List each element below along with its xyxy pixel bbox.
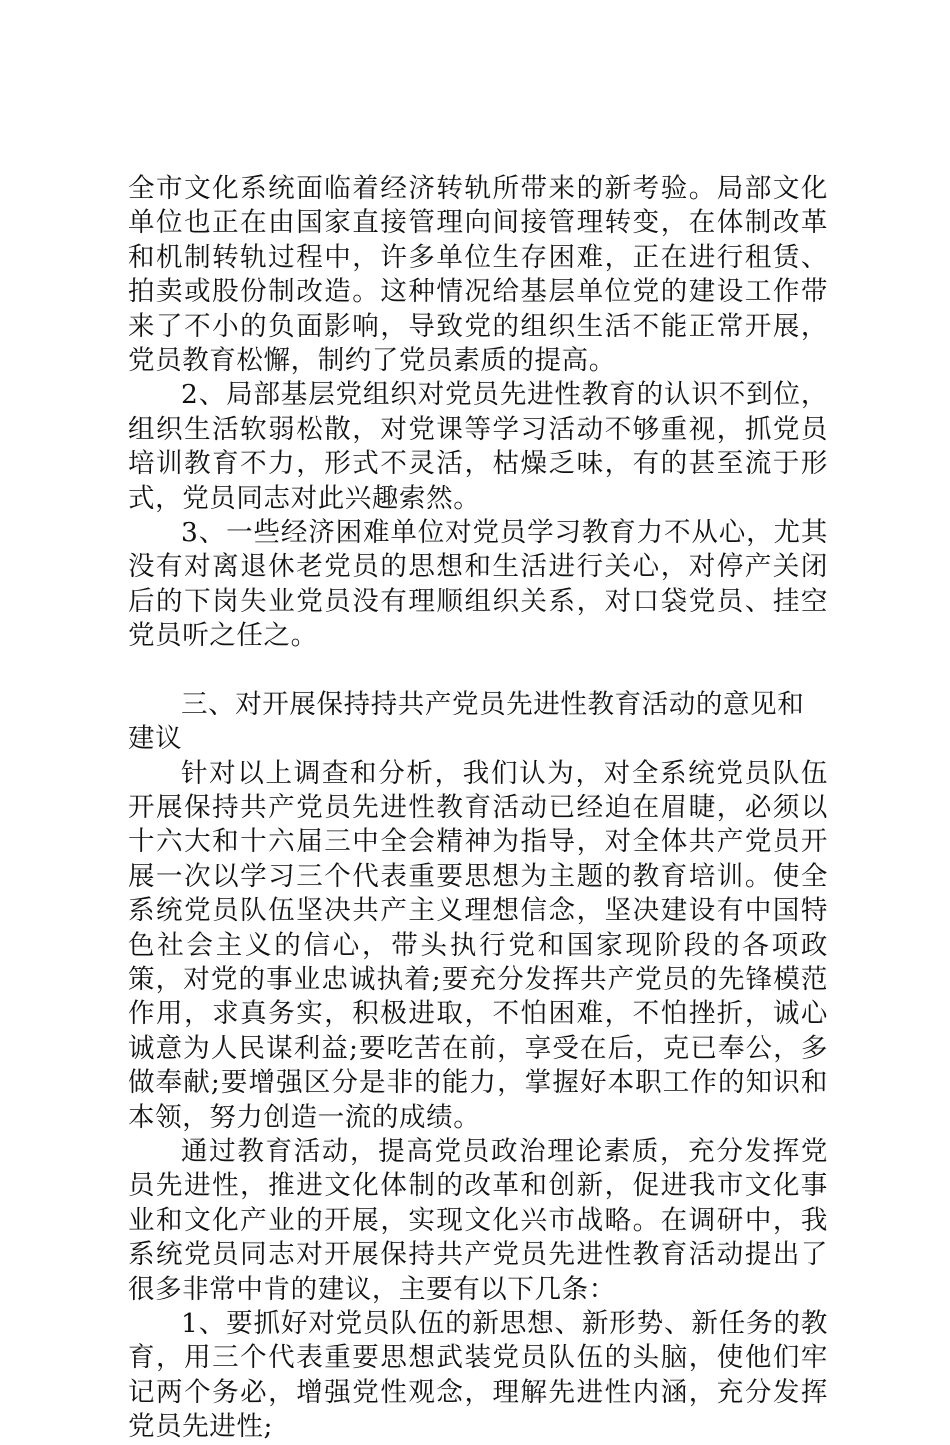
section-heading: 三、对开展保持持共产党员先进性教育活动的意见和建议	[128, 688, 805, 755]
paragraph-point-3: 3、一些经济困难单位对党员学习教育力不从心，尤其没有对离退休老党员的思想和生活进行关心，对停产关闭后的下岗失业党员没有理顺组织关系，对口袋党员、挂空党员听之任之。	[128, 517, 828, 652]
paragraph-suggestions-intro: 通过教育活动，提高党员政治理论素质，充分发挥党员先进性，推进文化体制的改革和创新，促进我市文化事业和文化产业的开展，实现文化兴市战略。在调研中，我系统党员同志对开展保持共产党员先进性教育活动提出了很多非常中肯的建议，主要有以下几条：	[128, 1135, 828, 1305]
paragraph-point-2: 2、局部基层党组织对党员先进性教育的认识不到位，组织生活软弱松散，对党课等学习活动不够重视，抓党员培训教育不力，形式不灵活，枯燥乏味，有的甚至流于形式，党员同志对此兴趣索然。	[128, 379, 828, 514]
paragraph-analysis: 针对以上调查和分析，我们认为，对全系统党员队伍开展保持共产党员先进性教育活动已经迫在眉睫，必须以十六大和十六届三中全会精神为指导，对全体共产党员开展一次以学习三个代表重要思想为主题的教育培训。使全系统党员队伍坚决共产主义理想信念，坚决建设有中国特色社会主义的信心，带头执行党和国家现阶段的各项政策，对党的事业忠诚执着;要充分发挥共产党员的先锋模范作用，求真务实，积极进取，不怕困难，不怕挫折，诚心诚意为人民谋利益;要吃苦在前，享受在后，克已奉公，多做奉献;要增强区分是非的能力，掌握好本职工作的知识和本领，努力创造一流的成绩。	[128, 757, 828, 1133]
paragraph-continuation: 全市文化系统面临着经济转轨所带来的新考验。局部文化单位也正在由国家直接管理向间接管理转变，在体制改革和机制转轨过程中，许多单位生存困难，正在进行租赁、拍卖或股份制改造。这种情况给基层单位党的建设工作带来了不小的负面影响，导致党的组织生活不能正常开展，党员教育松懈，制约了党员素质的提高。	[128, 173, 828, 377]
paragraph-suggestion-1: 1、要抓好对党员队伍的新思想、新形势、新任务的教育，用三个代表重要思想武装党员队伍的头脑，使他们牢记两个务必，增强党性观念，理解先进性内涵，充分发挥党员先进性;	[128, 1308, 828, 1443]
blank-line	[128, 654, 828, 688]
document-body	[128, 172, 828, 1445]
